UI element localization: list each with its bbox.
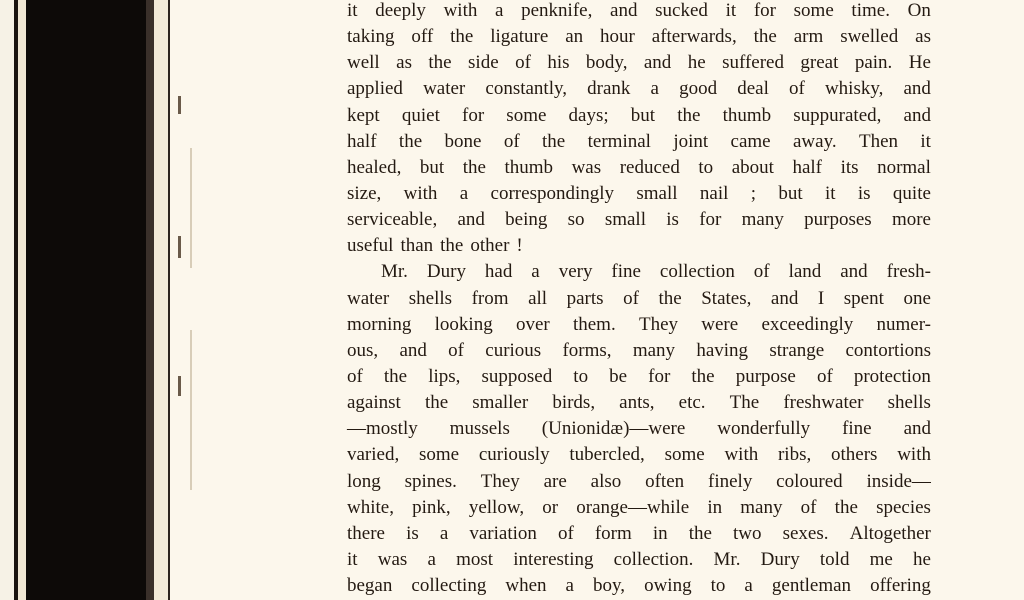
text-line xyxy=(347,155,931,181)
word: (Unionidæ)—were xyxy=(541,418,686,440)
word: some xyxy=(506,104,547,126)
word: of xyxy=(557,522,574,544)
scan-speck xyxy=(190,330,192,490)
word: suppurated, xyxy=(793,104,882,126)
text-line xyxy=(347,129,931,155)
word: are xyxy=(543,470,567,492)
word: others xyxy=(831,444,878,466)
scan-speck xyxy=(178,236,181,258)
text-line xyxy=(347,338,931,364)
scan-page-border xyxy=(168,0,170,600)
word: nail xyxy=(699,182,729,204)
word: collecting xyxy=(411,575,487,597)
word: deal xyxy=(737,78,769,100)
word: and xyxy=(457,209,485,231)
word: having xyxy=(696,339,749,361)
word: thumb xyxy=(722,104,772,126)
word: arm xyxy=(793,26,824,48)
word: the xyxy=(691,365,715,387)
word: boy, xyxy=(593,575,626,597)
word: but xyxy=(419,156,445,178)
word: it xyxy=(347,548,358,570)
word: owing xyxy=(644,575,692,597)
word: forms, xyxy=(562,339,612,361)
text-line xyxy=(347,103,931,129)
word: spent xyxy=(843,287,884,309)
word: it xyxy=(824,182,836,204)
word: the xyxy=(688,522,712,544)
word: ribs, xyxy=(777,444,812,466)
word: sucked xyxy=(655,0,708,21)
word: ! xyxy=(516,235,523,257)
word: ants, xyxy=(619,392,655,414)
scan-speck xyxy=(190,148,192,268)
word: very xyxy=(558,261,593,283)
word: a xyxy=(565,575,574,597)
text-line xyxy=(347,442,931,468)
text-line xyxy=(347,312,931,338)
word: inside— xyxy=(866,470,931,492)
word: looking xyxy=(434,313,493,335)
word: days; xyxy=(568,104,609,126)
word: off xyxy=(411,26,434,48)
word: white, xyxy=(347,496,394,518)
word: drank xyxy=(587,78,631,100)
word: over xyxy=(515,313,550,335)
word: of xyxy=(347,365,363,387)
word: swelled xyxy=(840,26,899,48)
word: a xyxy=(744,575,753,597)
word: he xyxy=(913,548,931,570)
word: water xyxy=(423,78,466,100)
word: thumb xyxy=(504,156,554,178)
word: and xyxy=(903,418,931,440)
text-line xyxy=(347,390,931,416)
word: curiously xyxy=(478,444,550,466)
word: gentleman xyxy=(771,575,852,597)
text-line xyxy=(347,416,931,442)
word: size, xyxy=(347,182,382,204)
word: an xyxy=(565,26,584,48)
word: the xyxy=(424,392,449,414)
word: me xyxy=(869,548,893,570)
word: the xyxy=(677,104,701,126)
scan-spine-fade xyxy=(146,0,154,600)
text-line xyxy=(347,521,931,547)
word: of xyxy=(789,78,805,100)
word: is xyxy=(857,182,871,204)
word: other xyxy=(470,235,510,257)
word: variation xyxy=(469,522,537,544)
word: than xyxy=(400,235,434,257)
word: a xyxy=(650,78,659,100)
word: two xyxy=(733,522,762,544)
word: with xyxy=(897,444,931,466)
word: healed, xyxy=(347,156,402,178)
word: many xyxy=(740,496,783,518)
word: kept xyxy=(347,104,380,126)
text-line xyxy=(347,547,931,573)
word: reduced xyxy=(619,156,680,178)
word: useful xyxy=(347,235,394,257)
scan-edge-gap xyxy=(18,0,26,600)
word: and xyxy=(840,261,868,283)
text-line xyxy=(347,233,931,259)
word: to xyxy=(698,156,714,178)
text-line xyxy=(347,207,931,233)
word: with xyxy=(724,444,759,466)
text-line xyxy=(347,76,931,102)
word: and xyxy=(643,52,672,74)
word: wonderfully xyxy=(717,418,811,440)
word: was xyxy=(377,548,408,570)
word: joint xyxy=(673,130,709,152)
word: as xyxy=(915,26,931,48)
word: side xyxy=(468,52,499,74)
word: were xyxy=(701,313,739,335)
word: shells xyxy=(408,287,453,309)
word: and xyxy=(903,78,931,100)
word: suffered xyxy=(722,52,784,74)
word: as xyxy=(396,52,412,74)
word: orange—while xyxy=(576,496,690,518)
word: was xyxy=(571,156,602,178)
word: it xyxy=(920,130,931,152)
word: for xyxy=(753,0,776,21)
page-text xyxy=(347,0,931,599)
word: pink, xyxy=(412,496,451,518)
word: ; xyxy=(750,182,757,204)
word: Altogether xyxy=(849,522,931,544)
word: Mr. xyxy=(381,261,408,283)
word: often xyxy=(645,470,685,492)
word: great xyxy=(800,52,839,74)
word: them. xyxy=(572,313,616,335)
text-line xyxy=(347,24,931,50)
word: pain. xyxy=(854,52,893,74)
word: all xyxy=(528,287,548,309)
word: had xyxy=(484,261,513,283)
word: being xyxy=(505,209,548,231)
text-line xyxy=(347,495,931,521)
word: to xyxy=(573,365,589,387)
word: for xyxy=(699,209,722,231)
word: of xyxy=(515,52,531,74)
word: the xyxy=(450,26,474,48)
word: is xyxy=(666,209,679,231)
word: a xyxy=(427,548,436,570)
word: shells xyxy=(887,392,931,414)
text-line xyxy=(347,286,931,312)
text-line xyxy=(347,573,931,599)
word: many xyxy=(741,209,784,231)
word: quite xyxy=(892,182,931,204)
word: he xyxy=(687,52,706,74)
word: to xyxy=(710,575,726,597)
word: finely xyxy=(708,470,753,492)
word: birds, xyxy=(552,392,596,414)
word: quiet xyxy=(401,104,440,126)
word: spines. xyxy=(404,470,457,492)
word: some xyxy=(664,444,705,466)
word: I xyxy=(817,287,825,309)
word: freshwater xyxy=(783,392,864,414)
word: numer- xyxy=(876,313,931,335)
text-line xyxy=(347,364,931,390)
word: of xyxy=(623,287,639,309)
word: the xyxy=(542,130,566,152)
word: form xyxy=(594,522,632,544)
word: the xyxy=(834,496,858,518)
word: against xyxy=(347,392,401,414)
word: body, xyxy=(585,52,628,74)
word: and xyxy=(903,104,931,126)
word: normal xyxy=(877,156,931,178)
word: of xyxy=(800,496,817,518)
word: He xyxy=(908,52,931,74)
word: collection. xyxy=(613,548,694,570)
word: the xyxy=(753,26,777,48)
word: lips, xyxy=(428,365,461,387)
word: constantly, xyxy=(485,78,568,100)
word: interesting xyxy=(513,548,594,570)
word: Dury xyxy=(426,261,466,283)
word: of xyxy=(753,261,770,283)
word: taking xyxy=(347,26,395,48)
word: and xyxy=(770,287,799,309)
word: They xyxy=(638,313,679,335)
word: or xyxy=(542,496,559,518)
word: serviceable, xyxy=(347,209,438,231)
word: a xyxy=(531,261,540,283)
word: the xyxy=(440,235,464,257)
word: came xyxy=(730,130,771,152)
text-line xyxy=(347,181,931,207)
word: sexes. xyxy=(782,522,829,544)
word: deeply xyxy=(375,0,426,21)
word: Dury xyxy=(760,548,800,570)
word: many xyxy=(632,339,676,361)
word: half xyxy=(792,156,823,178)
word: water xyxy=(347,287,390,309)
word: They xyxy=(480,470,520,492)
word: yellow, xyxy=(468,496,525,518)
word: of xyxy=(448,339,464,361)
word: afterwards, xyxy=(651,26,737,48)
word: exceedingly xyxy=(761,313,854,335)
word: some xyxy=(419,444,460,466)
word: about xyxy=(731,156,774,178)
word: most xyxy=(456,548,494,570)
word: the xyxy=(428,52,452,74)
word: correspondingly xyxy=(490,182,615,204)
word: —mostly xyxy=(347,418,418,440)
word: penknife, xyxy=(521,0,593,21)
word: and xyxy=(399,339,427,361)
word: long xyxy=(347,470,381,492)
word: terminal xyxy=(587,130,651,152)
word: more xyxy=(891,209,931,231)
word: coloured xyxy=(776,470,843,492)
text-line xyxy=(347,50,931,76)
text-line xyxy=(347,469,931,495)
word: small xyxy=(636,182,678,204)
word: ligature xyxy=(490,26,549,48)
word: of xyxy=(503,130,520,152)
word: well xyxy=(347,52,380,74)
word: offering xyxy=(870,575,931,597)
word: Mr. xyxy=(713,548,741,570)
word: is xyxy=(406,522,419,544)
word: fresh- xyxy=(886,261,931,283)
word: away. xyxy=(792,130,837,152)
scan-page-edge xyxy=(154,0,168,600)
word: there xyxy=(347,522,385,544)
word: collection xyxy=(659,261,735,283)
word: purposes xyxy=(804,209,872,231)
word: tubercled, xyxy=(569,444,645,466)
scan-speck xyxy=(178,376,181,396)
word: the xyxy=(462,156,486,178)
word: it xyxy=(347,0,358,21)
scan-spine-shadow xyxy=(26,0,146,600)
word: it xyxy=(725,0,737,21)
word: bone xyxy=(444,130,482,152)
word: etc. xyxy=(678,392,706,414)
word: one xyxy=(903,287,931,309)
word: good xyxy=(679,78,718,100)
word: be xyxy=(609,365,628,387)
word: and xyxy=(610,0,638,21)
text-line xyxy=(347,259,931,285)
word: but xyxy=(778,182,803,204)
word: his xyxy=(547,52,570,74)
word: with xyxy=(403,182,438,204)
word: fine xyxy=(611,261,641,283)
word: a xyxy=(439,522,449,544)
word: the xyxy=(658,287,682,309)
word: applied xyxy=(347,78,403,100)
word: in xyxy=(707,496,723,518)
word: when xyxy=(505,575,547,597)
word: curious xyxy=(485,339,542,361)
word: varied, xyxy=(347,444,400,466)
word: in xyxy=(652,522,668,544)
word: protection xyxy=(853,365,931,387)
word: purpose xyxy=(735,365,796,387)
word: for xyxy=(462,104,485,126)
scan-margin xyxy=(0,0,14,600)
word: time. xyxy=(851,0,890,21)
word: strange xyxy=(769,339,825,361)
word: whisky, xyxy=(824,78,884,100)
word: small xyxy=(604,209,646,231)
word: morning xyxy=(347,313,412,335)
word: some xyxy=(793,0,834,21)
word: ous, xyxy=(347,339,379,361)
word: hour xyxy=(600,26,635,48)
word: parts xyxy=(566,287,604,309)
word: also xyxy=(590,470,622,492)
word: its xyxy=(840,156,859,178)
word: half xyxy=(347,130,377,152)
word: The xyxy=(729,392,760,414)
word: told xyxy=(819,548,850,570)
word: of xyxy=(816,365,833,387)
scan-speck xyxy=(178,96,181,114)
word: the xyxy=(383,365,408,387)
word: species xyxy=(876,496,931,518)
word: a xyxy=(495,0,504,21)
word: with xyxy=(443,0,478,21)
word: so xyxy=(567,209,585,231)
word: fine xyxy=(842,418,872,440)
word: supposed xyxy=(481,365,553,387)
word: land xyxy=(788,261,822,283)
word: a xyxy=(459,182,469,204)
word: States, xyxy=(701,287,752,309)
word: from xyxy=(471,287,509,309)
word: began xyxy=(347,575,393,597)
word: mussels xyxy=(449,418,510,440)
word: smaller xyxy=(472,392,529,414)
word: for xyxy=(648,365,671,387)
word: contortions xyxy=(845,339,931,361)
text-line xyxy=(347,0,931,24)
word: but xyxy=(630,104,656,126)
word: the xyxy=(398,130,423,152)
word: Then xyxy=(858,130,899,152)
word: On xyxy=(907,0,931,21)
